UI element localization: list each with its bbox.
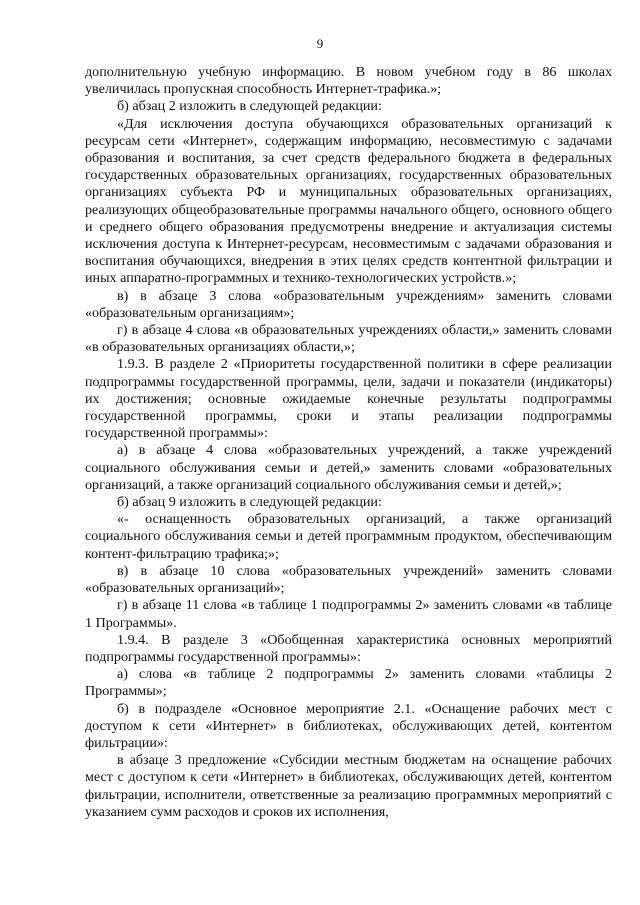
paragraph: дополнительную учебную информацию. В новом учебном году в 86 школах увеличилась пропускная способность Интернет-трафика.»; <box>85 64 612 98</box>
paragraph: «Для исключения доступа обучающихся образовательных организаций к ресурсам сети «Интернет», содержащим информацию, несовместимую с задачами образования и воспитания, за счет средств федерального бюджета в федеральных государственных образовательных организациях, государственных образовательных организациях субъекта РФ и муниципальных образовательных организациях, реализующих общеобразовательные программы начального общего, основного общего и среднего общего образования предусмотрены внедрение и актуализация системы исключения доступа к Интернет-ресурсам, несовместимым с задачами образования и воспитания обучающихся, внедрения в этих целях средств контентной фильтрации и иных аппаратно-программных и технико-технологических устройств.»; <box>85 115 612 287</box>
paragraph: 1.9.3. В разделе 2 «Приоритеты государственной политики в сфере реализации подпрограммы государственной программы, цели, задачи и показатели (индикаторы) их достижения; основные ожидаемые конечные результаты подпрограммы государственной программы, сроки и этапы реализации подпрограммы государственной программы»: <box>85 356 612 442</box>
paragraph: г) в абзаце 4 слова «в образовательных учреждениях области,» заменить словами «в образовательных организациях области,»; <box>85 322 612 356</box>
paragraph: в) в абзаце 3 слова «образовательным учреждениям» заменить словами «образовательным организациям»; <box>85 287 612 321</box>
paragraph: а) слова «в таблице 2 подпрограммы 2» заменить словами «таблицы 2 Программы»; <box>85 666 612 700</box>
paragraph: «- оснащенность образовательных организаций, а также организаций социального обслуживания семьи и детей программным продуктом, обеспечивающим контент-фильтрацию трафика;»; <box>85 511 612 562</box>
paragraph: г) в абзаце 11 слова «в таблице 1 подпрограммы 2» заменить словами «в таблице 1 Программы». <box>85 597 612 631</box>
paragraph: б) абзац 2 изложить в следующей редакции: <box>117 98 382 115</box>
paragraph: в абзаце 3 предложение «Субсидии местным бюджетам на оснащение рабочих мест с доступом к сети «Интернет» в библиотеках, обслуживающих детей, контентом фильтрации, исполнители, ответственные за реализацию программных мероприятий с указанием сумм расходов и сроков их исполнения, <box>85 752 612 820</box>
paragraph: в) в абзаце 10 слова «образовательных учреждений» заменить словами «образовательных организаций»; <box>85 562 612 597</box>
paragraph: б) в подразделе «Основное мероприятие 2.1. «Оснащение рабочих мест с доступом к сети «Интернет» в библиотеках, обслуживающих детей, контентом фильтрации»: <box>85 700 612 751</box>
paragraph: а) в абзаце 4 слова «образовательных учреждений, а также учреждений социального обслуживания семьи и детей,» заменить словами «образовательных организаций, а также организаций социального обслуживания семьи и детей,»; <box>85 442 612 493</box>
document-body <box>85 64 612 821</box>
paragraph: 1.9.4. В разделе 3 «Обобщенная характеристика основных мероприятий подпрограммы государственной программы»: <box>85 631 612 665</box>
page-number: 9 <box>316 36 324 51</box>
paragraph: б) абзац 9 изложить в следующей редакции: <box>117 494 382 511</box>
